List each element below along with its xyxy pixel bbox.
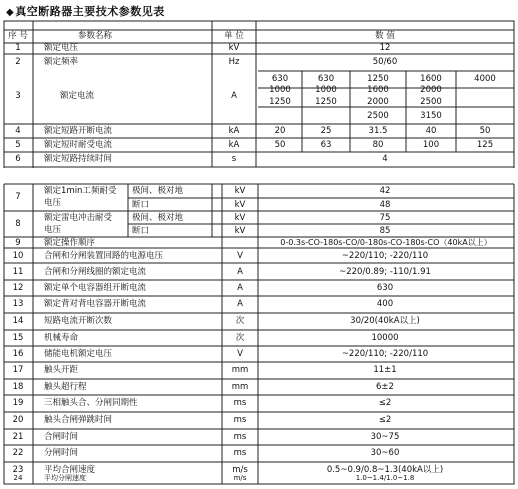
row-unit: kA xyxy=(228,140,240,150)
row-name-line2: 电压 xyxy=(44,225,62,235)
row-unit: ms xyxy=(233,448,247,458)
row-value: 30~60 xyxy=(370,448,400,458)
row-no: 20 xyxy=(12,415,24,425)
row-value: 31.5 xyxy=(368,126,388,136)
row-value: 6±2 xyxy=(376,382,394,392)
row-name: 额定背对背电容器开断电流 xyxy=(44,299,147,309)
row-value: 11±1 xyxy=(373,365,397,375)
grid-cell: 2500 xyxy=(420,97,442,107)
grid-cell: 1250 xyxy=(367,74,389,84)
row-name: 额定电压 xyxy=(44,43,79,53)
row-unit: 次 xyxy=(235,333,245,343)
row-no: 14 xyxy=(12,316,24,326)
header-name: 参数名称 xyxy=(77,31,113,41)
row-value: 4 xyxy=(382,154,388,164)
row-value: ≤2 xyxy=(378,398,392,408)
row-no: 4 xyxy=(15,126,21,136)
row-value: 125 xyxy=(476,140,494,150)
row-no: 2 xyxy=(15,57,21,67)
row-name-line2: 电压 xyxy=(44,198,62,208)
row-name-line1: 额定1min工频耐受 xyxy=(44,186,117,196)
row-name: 触头超行程 xyxy=(44,382,87,392)
row-no: 16 xyxy=(12,349,24,359)
row-value: 63 xyxy=(320,140,332,150)
grid-cell: 1600 xyxy=(420,74,442,84)
row-value: 48 xyxy=(379,200,391,210)
row-no: 7 xyxy=(15,192,21,202)
row-name: 平均合闸速度 xyxy=(44,465,96,475)
grid-cell: 4000 xyxy=(474,74,496,84)
row-unit: Hz xyxy=(228,57,240,67)
row-value: 50 xyxy=(479,126,491,136)
row-value: 85 xyxy=(379,226,391,236)
row-value: 10000 xyxy=(371,333,399,343)
grid-cell: 630 xyxy=(271,74,289,84)
row-name: 额定电流 xyxy=(60,91,95,101)
row-name: 储能电机额定电压 xyxy=(44,349,113,359)
row-unit: kV xyxy=(234,186,246,196)
row-value: 30~75 xyxy=(370,432,400,442)
header-value: 数 值 xyxy=(375,31,395,41)
row-unit: V xyxy=(237,349,243,359)
row-name: 三相触头合、分闸同期性 xyxy=(44,398,138,408)
row-unit: m/s xyxy=(233,474,247,482)
grid-cell: 1000 xyxy=(269,85,291,95)
grid-cell: 2500 xyxy=(367,111,389,121)
row-name: 触头合闸弹跳时间 xyxy=(44,415,113,425)
row-name-line1: 额定雷电冲击耐受 xyxy=(44,213,113,223)
row-subname: 断口 xyxy=(132,200,150,210)
row-name: 触头开距 xyxy=(44,365,79,375)
row-value: 400 xyxy=(376,299,394,309)
row-name: 合闸时间 xyxy=(44,432,79,442)
row-subname: 极间、极对地 xyxy=(132,186,184,196)
header-unit: 单 位 xyxy=(224,31,244,41)
row-value: 75 xyxy=(379,213,391,223)
row-unit: kV xyxy=(234,226,246,236)
row-unit: s xyxy=(231,154,237,164)
row-no: 9 xyxy=(15,238,21,248)
row-no: 10 xyxy=(12,251,24,261)
header-no: 序 号 xyxy=(8,31,28,41)
row-subname: 断口 xyxy=(132,226,150,236)
table-title-text: 真空断路器主要技术参数见表 xyxy=(15,5,165,18)
row-no: 21 xyxy=(12,432,24,442)
row-name: 机械寿命 xyxy=(44,333,79,343)
row-no: 22 xyxy=(12,448,24,458)
grid-cell: 1600 xyxy=(367,85,389,95)
row-no: 1 xyxy=(15,43,21,53)
row-no: 15 xyxy=(12,333,24,343)
row-name: 额定短路开断电流 xyxy=(44,126,113,136)
row-value: 80 xyxy=(372,140,384,150)
row-unit: 次 xyxy=(235,316,245,326)
row-name: 分闸时间 xyxy=(44,448,79,458)
row-no: 6 xyxy=(15,154,21,164)
row-no: 11 xyxy=(12,267,24,277)
row-no: 8 xyxy=(15,219,21,229)
row-unit: A xyxy=(237,283,243,293)
row-value: 1.0~1.4/1.0~1.8 xyxy=(355,474,415,482)
row-name: 额定单个电容器组开断电流 xyxy=(44,283,147,293)
row-unit: V xyxy=(237,251,243,261)
row-unit: A xyxy=(237,299,243,309)
row-name: 短路电流开断次数 xyxy=(44,316,113,326)
row-unit: kV xyxy=(234,213,246,223)
row-name: 额定频率 xyxy=(44,57,79,67)
row-value: ≤2 xyxy=(378,415,392,425)
row-name: 合闸和分闸线圈的额定电流 xyxy=(44,267,147,277)
grid-cell: 2000 xyxy=(367,97,389,107)
row-value: 0-0.3s-CO-180s-CO/0-180s-CO-180s-CO（40kA以上） xyxy=(280,238,492,247)
row-value: 25 xyxy=(320,126,332,136)
row-value: 100 xyxy=(422,140,440,150)
row-no: 24 xyxy=(13,474,23,482)
row-value: 0.5~0.9/0.8~1.3(40kA以上) xyxy=(326,465,444,475)
row-no: 5 xyxy=(15,140,21,150)
row-value: 630 xyxy=(376,283,394,293)
row-value: ~220/110; -220/110 xyxy=(341,349,429,359)
row-value: 42 xyxy=(379,186,391,196)
grid-cell: 3150 xyxy=(420,111,442,121)
grid-cell: 630 xyxy=(317,74,335,84)
row-value: 50/60 xyxy=(372,57,398,67)
row-no: 3 xyxy=(15,91,21,101)
row-unit: mm xyxy=(231,365,249,375)
row-name: 额定操作顺序 xyxy=(44,238,96,248)
row-name: 额定短路持续时间 xyxy=(44,154,113,164)
row-value: ~220/110; -220/110 xyxy=(341,251,429,261)
row-unit: m/s xyxy=(232,465,248,475)
row-value: 12 xyxy=(379,43,391,53)
row-name: 平均分闸速度 xyxy=(44,474,86,482)
diamond-bullet-icon: ◆ xyxy=(6,7,15,18)
row-unit: ms xyxy=(233,398,247,408)
row-unit: kA xyxy=(228,126,240,136)
row-no: 19 xyxy=(12,398,24,408)
row-value: 20 xyxy=(274,126,286,136)
row-unit: ms xyxy=(233,415,247,425)
row-value: 40 xyxy=(425,126,437,136)
grid-cell: 2000 xyxy=(420,85,442,95)
row-no: 17 xyxy=(12,365,24,375)
row-unit: ms xyxy=(233,432,247,442)
row-unit: kV xyxy=(228,43,240,53)
grid-cell: 1250 xyxy=(315,97,337,107)
row-no: 13 xyxy=(12,299,24,309)
row-value: 50 xyxy=(274,140,286,150)
row-value: ~220/0.89; -110/1.91 xyxy=(339,267,431,277)
row-no: 23 xyxy=(12,465,24,475)
grid-cell: 1250 xyxy=(269,97,291,107)
row-unit: mm xyxy=(231,382,249,392)
row-unit: kV xyxy=(234,200,246,210)
row-no: 18 xyxy=(12,382,24,392)
row-name: 额定短时耐受电流 xyxy=(44,140,113,150)
row-value: 30/20(40kA以上) xyxy=(350,316,420,326)
row-unit: A xyxy=(231,91,237,101)
grid-cell: 1000 xyxy=(315,85,337,95)
row-name: 合闸和分闸装置回路的电源电压 xyxy=(44,251,164,261)
row-unit: A xyxy=(237,267,243,277)
row-subname: 极间、极对地 xyxy=(132,213,184,223)
row-no: 12 xyxy=(12,283,24,293)
